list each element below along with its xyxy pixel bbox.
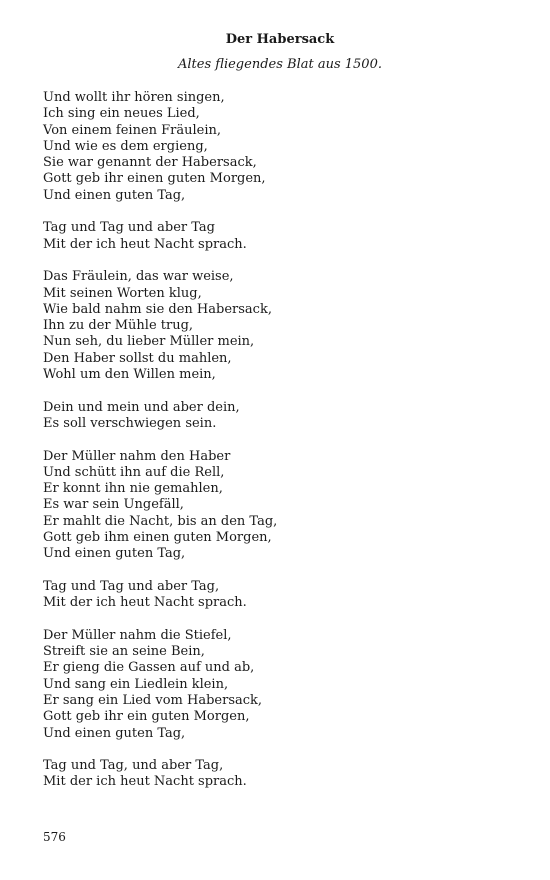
poem-stanza [43,449,513,563]
poem-line: Er mahlt die Nacht, bis an den Tag, [43,513,278,529]
poem-line: Und einen guten Tag, [43,725,186,741]
poem-stanza [43,269,513,383]
poem-line: Von einem feinen Fräulein, [43,122,222,138]
poem-line: Er sang ein Lied vom Habersack, [43,692,263,708]
poem-stanza [43,579,513,612]
poem-line: Gott geb ihr einen guten Morgen, [43,171,266,187]
poem-stanza [43,758,513,791]
poem-line: Mit der ich heut Nacht sprach. [43,236,247,252]
poem-line: Und wie es dem ergieng, [43,138,208,154]
poem-line: Gott geb ihm einen guten Morgen, [43,530,272,546]
poem-stanza [43,220,513,253]
poem-line: Tag und Tag, und aber Tag, [43,758,224,774]
poem-line: Nun seh, du lieber Müller mein, [43,334,255,350]
poem-line: Wie bald nahm sie den Habersack, [43,301,272,317]
poem-line: Ihn zu der Mühle trug, [43,318,194,334]
poem-line: Ich sing ein neues Lied, [43,106,200,122]
poem-line: Und wollt ihr hören singen, [43,90,225,105]
poem-line: Streift sie an seine Bein, [43,644,205,660]
poem-stanza [43,90,513,204]
poem-line: Es war sein Ungefäll, [43,497,184,513]
poem-line: Es soll verschwiegen sein. [43,415,217,431]
poem-line: Mit der ich heut Nacht sprach. [43,595,247,611]
poem-line: Er gieng die Gassen auf und ab, [43,660,255,676]
poem-line: Dein und mein und aber dein, [43,399,240,415]
poem-line: Und sang ein Liedlein klein, [43,676,229,692]
poem-line: Tag und Tag und aber Tag [43,220,215,236]
poem-body [43,90,513,807]
poem-title: Der Habersack [225,32,335,47]
poem-line: Mit seinen Worten klug, [43,285,202,301]
poem-line: Gott geb ihr ein guten Morgen, [43,709,250,725]
poem-line: Mit der ich heut Nacht sprach. [43,774,247,790]
poem-line: Er konnt ihn nie gemahlen, [43,481,223,497]
page-number: 576 [43,830,66,844]
poem-line: Tag und Tag und aber Tag, [43,578,220,594]
poem-line: Und einen guten Tag, [43,546,186,562]
poem-stanza [43,628,513,742]
poem-line: Das Fräulein, das war weise, [43,269,234,285]
poem-subtitle: Altes fliegendes Blat aus 1500. [178,57,382,72]
poem-line: Sie war genannt der Habersack, [43,155,257,171]
poem-line: Der Müller nahm den Haber [43,448,231,464]
poem-stanza [43,400,513,433]
poem-line: Der Müller nahm die Stiefel, [43,627,232,643]
poem-line: Den Haber sollst du mahlen, [43,350,232,366]
poem-line: Und schütt ihn auf die Rell, [43,464,225,480]
poem-line: Und einen guten Tag, [43,187,186,203]
poem-line: Wohl um den Willen mein, [43,367,216,383]
